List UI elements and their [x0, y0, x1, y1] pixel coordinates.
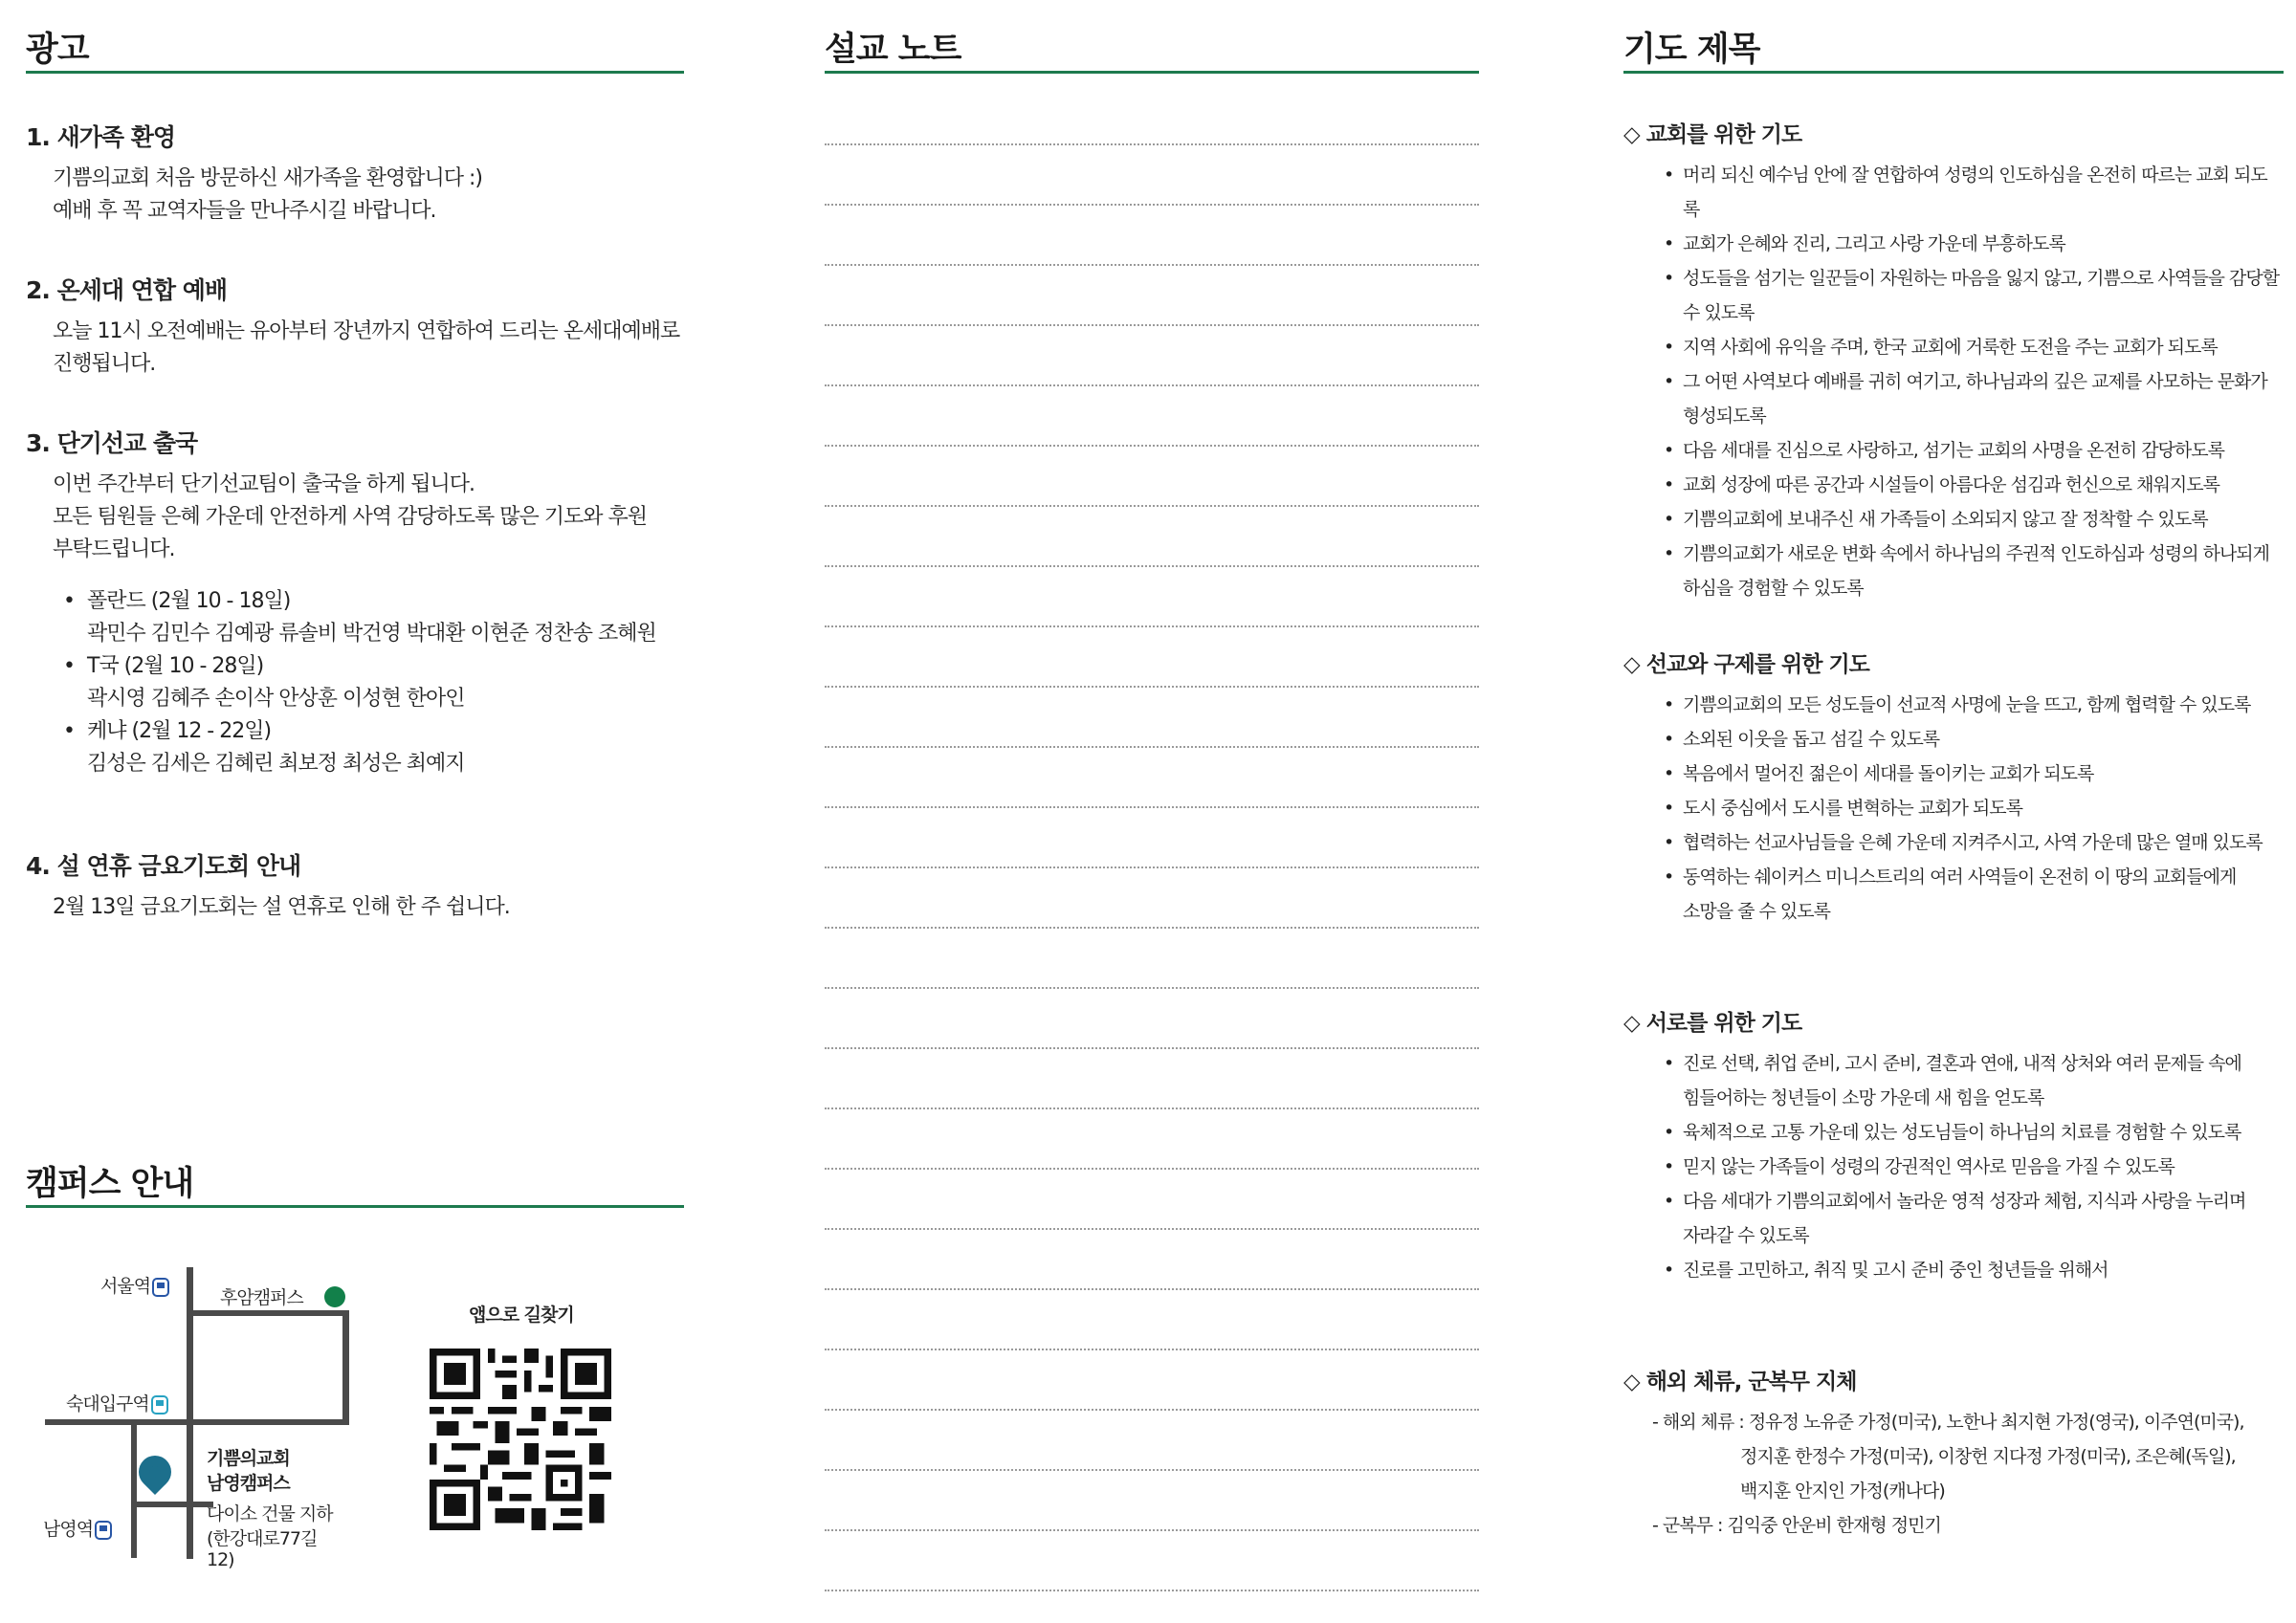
location-pin-icon	[132, 1449, 178, 1495]
list-item: • 케냐 (2월 12 - 22일) 김성은 김세은 김혜린 최보정 최성은 최예지	[87, 715, 684, 780]
announcement-title: 4. 설 연휴 금요기도회 안내	[26, 852, 301, 880]
metro-icon	[151, 1395, 168, 1415]
notes-heading: 설교 노트	[825, 31, 961, 69]
mission-trip: T국 (2월 10 - 28일)	[87, 654, 264, 678]
huam-campus-label: 후암캠퍼스	[220, 1287, 303, 1308]
note-line	[825, 445, 1479, 447]
military-line: - 군복무 : 김익중 안운비 한재형 정민기	[1652, 1515, 1941, 1536]
mission-trip: 폴란드 (2월 10 - 18일)	[87, 589, 291, 613]
note-line	[825, 625, 1479, 627]
note-line	[825, 927, 1479, 929]
list-item: • 그 어떤 사역보다 예배를 귀히 여기고, 하나님과의 깊은 교제를 사모하는 문화가 형성되도록	[1683, 364, 2284, 433]
mission-prayer-section	[1623, 647, 2284, 929]
abroad-line: 백지훈 안지인 가정(캐나다)	[1740, 1480, 1945, 1502]
list-item: • 동역하는 쉐이커스 미니스트리의 여러 사역들이 온전히 이 땅의 교회들에게 소망을 줄 수 있도록	[1683, 860, 2284, 929]
abroad-section	[1623, 1364, 2284, 1543]
metro-icon	[95, 1521, 112, 1540]
qr-code-icon[interactable]	[430, 1349, 611, 1530]
left-column	[26, 0, 684, 1623]
note-line	[825, 1409, 1479, 1411]
note-line	[825, 1168, 1479, 1170]
mission-trip: 케냐 (2월 12 - 22일)	[87, 719, 272, 743]
list-item: • 지역 사회에 유익을 주며, 한국 교회에 거룩한 도전을 주는 교회가 되도록	[1683, 330, 2284, 364]
campus-heading-bar	[26, 1163, 684, 1208]
map-road	[187, 1310, 349, 1316]
announcement-title: 3. 단기선교 출국	[26, 429, 198, 457]
announcement-3	[26, 425, 684, 780]
announcement-line: 2월 13일 금요기도회는 설 연휴로 인해 한 주 쉽니다.	[53, 895, 510, 919]
ads-heading-bar	[26, 29, 684, 74]
church-prayer-section	[1623, 117, 2284, 605]
list-item: • 진로 선택, 취업 준비, 고시 준비, 결혼과 연애, 내적 상처와 여러 문제들 속에 힘들어하는 청년들이 소망 가운데 새 힘을 얻도록	[1683, 1046, 2284, 1115]
announcement-4	[26, 847, 684, 924]
list-item: • 교회 성장에 따른 공간과 시설들이 아름다운 섬김과 헌신으로 채워지도록	[1683, 468, 2284, 502]
announcement-line: 오늘 11시 오전예배는 유아부터 장년까지 연합하여 드리는 온세대예배로	[53, 319, 680, 343]
announcement-line: 기쁨의교회 처음 방문하신 새가족을 환영합니다 :)	[53, 166, 483, 190]
announcement-title: 2. 온세대 연합 예배	[26, 276, 228, 304]
note-line	[825, 806, 1479, 808]
note-line	[825, 686, 1479, 688]
note-line	[825, 1349, 1479, 1350]
list-item: • 육체적으로 고통 가운데 있는 성도님들이 하나님의 치료를 경험할 수 있도록	[1683, 1115, 2284, 1150]
announcement-title: 1. 새가족 환영	[26, 123, 176, 151]
map-road	[131, 1419, 137, 1558]
note-line	[825, 324, 1479, 326]
prayer-heading-bar	[1623, 29, 2284, 74]
metro-icon	[152, 1278, 169, 1297]
church-campus-label: 남영캠퍼스	[207, 1473, 290, 1494]
list-item: • 다음 세대가 기쁨의교회에서 놀라운 영적 성장과 체험, 지식과 사랑을 누리며 자라갈 수 있도록	[1683, 1184, 2284, 1253]
note-line	[825, 1228, 1479, 1230]
namyoung-station-label: 남영역	[43, 1515, 112, 1541]
note-line	[825, 264, 1479, 266]
list-item: • 소외된 이웃을 돕고 섬길 수 있도록	[1683, 722, 2284, 757]
list-item: • 다음 세대를 진심으로 사랑하고, 섬기는 교회의 사명을 온전히 감당하도록	[1683, 433, 2284, 468]
list-item: • 믿지 않는 가족들이 성령의 강권적인 역사로 믿음을 가질 수 있도록	[1683, 1150, 2284, 1184]
note-line	[825, 505, 1479, 507]
huam-campus-marker-icon	[324, 1286, 345, 1307]
note-line	[825, 1047, 1479, 1049]
church-name-label: 기쁨의교회	[207, 1448, 290, 1469]
list-item: • 진로를 고민하고, 취직 및 고시 준비 중인 청년들을 위해서	[1683, 1253, 2284, 1287]
note-line	[825, 143, 1479, 145]
note-line	[825, 1590, 1479, 1591]
list-item: • 협력하는 선교사님들을 은혜 가운데 지켜주시고, 사역 가운데 많은 열매 있도록	[1683, 825, 2284, 860]
announcement-line: 모든 팀원들 은혜 가운데 안전하게 사역 감당하도록 많은 기도와 후원	[53, 505, 647, 529]
announcement-1	[26, 119, 684, 228]
note-line	[825, 866, 1479, 868]
list-item: • 폴란드 (2월 10 - 18일) 곽민수 김민수 김예광 류솔비 박건영 박대환 이현준 정찬송 조혜원	[87, 585, 684, 650]
announcement-line: 예배 후 꼭 교역자들을 만나주시길 바랍니다.	[53, 199, 436, 223]
note-line	[825, 1108, 1479, 1109]
list-item: • 기쁨의교회가 새로운 변화 속에서 하나님의 주권적 인도하심과 성령의 하나되게 하심을 경험할 수 있도록	[1683, 537, 2284, 605]
middle-column	[825, 0, 1479, 1623]
mission-team-list	[26, 585, 684, 780]
list-item: • 교회가 은혜와 진리, 그리고 사랑 가운데 부흥하도록	[1683, 227, 2284, 261]
address-line: 12)	[207, 1549, 234, 1570]
announcement-line: 이번 주간부터 단기선교팀이 출국을 하게 됩니다.	[53, 472, 475, 496]
right-column	[1623, 0, 2284, 1623]
note-line	[825, 1469, 1479, 1471]
list-item: • 머리 되신 예수님 안에 잘 연합하여 성령의 인도하심을 온전히 따르는 교회 되도록	[1683, 158, 2284, 227]
each-other-prayer-section	[1623, 1005, 2284, 1287]
list-item: • 도시 중심에서 도시를 변혁하는 교회가 되도록	[1683, 791, 2284, 825]
map-road	[342, 1310, 349, 1425]
list-item: • 성도들을 섬기는 일꾼들이 자원하는 마음을 잃지 않고, 기쁨으로 사역들을 감당할 수 있도록	[1683, 261, 2284, 330]
abroad-line: 정지훈 한정수 가정(미국), 이창헌 지다정 가정(미국), 조은혜(독일),	[1740, 1446, 2236, 1467]
qr-label: 앱으로 길찾기	[469, 1305, 574, 1326]
notes-heading-bar	[825, 29, 1479, 74]
note-line	[825, 1529, 1479, 1531]
mission-prayer-title: ◇ 선교와 구제를 위한 기도	[1623, 652, 1869, 677]
campus-heading: 캠퍼스 안내	[26, 1165, 194, 1203]
note-line	[825, 1288, 1479, 1290]
map-road	[45, 1419, 349, 1425]
ads-heading: 광고	[26, 31, 89, 69]
sookmyung-station-label: 숙대입구역	[66, 1390, 168, 1415]
map-road	[131, 1502, 213, 1507]
mission-names: 곽시영 김혜주 손이삭 안상훈 이성현 한아인	[87, 687, 465, 711]
note-line	[825, 384, 1479, 386]
note-line	[825, 746, 1479, 748]
announcement-line: 진행됩니다.	[53, 352, 156, 376]
note-line	[825, 987, 1479, 989]
address-line: (한강대로77길	[207, 1528, 318, 1549]
mission-names: 곽민수 김민수 김예광 류솔비 박건영 박대환 이현준 정찬송 조혜원	[87, 622, 656, 646]
mission-names: 김성은 김세은 김혜린 최보정 최성은 최예지	[87, 752, 465, 776]
each-other-prayer-title: ◇ 서로를 위한 기도	[1623, 1011, 1802, 1036]
address-line: 다이소 건물 지하	[207, 1503, 333, 1524]
note-line	[825, 204, 1479, 206]
campus-map	[26, 1243, 684, 1588]
prayer-heading: 기도 제목	[1623, 31, 1760, 69]
seoul-station-label: 서울역	[100, 1272, 169, 1298]
list-item: • 복음에서 멀어진 젊은이 세대를 돌이키는 교회가 되도록	[1683, 757, 2284, 791]
announcement-2	[26, 272, 684, 381]
abroad-line: - 해외 체류 : 정유정 노유준 가정(미국), 노한나 최지현 가정(영국), 이주연(미국),	[1652, 1412, 2244, 1433]
church-prayer-title: ◇ 교회를 위한 기도	[1623, 122, 1802, 147]
list-item: • 기쁨의교회에 보내주신 새 가족들이 소외되지 않고 잘 정착할 수 있도록	[1683, 502, 2284, 537]
list-item: • T국 (2월 10 - 28일) 곽시영 김혜주 손이삭 안상훈 이성현 한아인	[87, 650, 684, 715]
list-item: • 기쁨의교회의 모든 성도들이 선교적 사명에 눈을 뜨고, 함께 협력할 수 있도록	[1683, 688, 2284, 722]
announcement-line: 부탁드립니다.	[53, 537, 175, 561]
note-line	[825, 565, 1479, 567]
abroad-title: ◇ 해외 체류, 군복무 지체	[1623, 1370, 1857, 1394]
